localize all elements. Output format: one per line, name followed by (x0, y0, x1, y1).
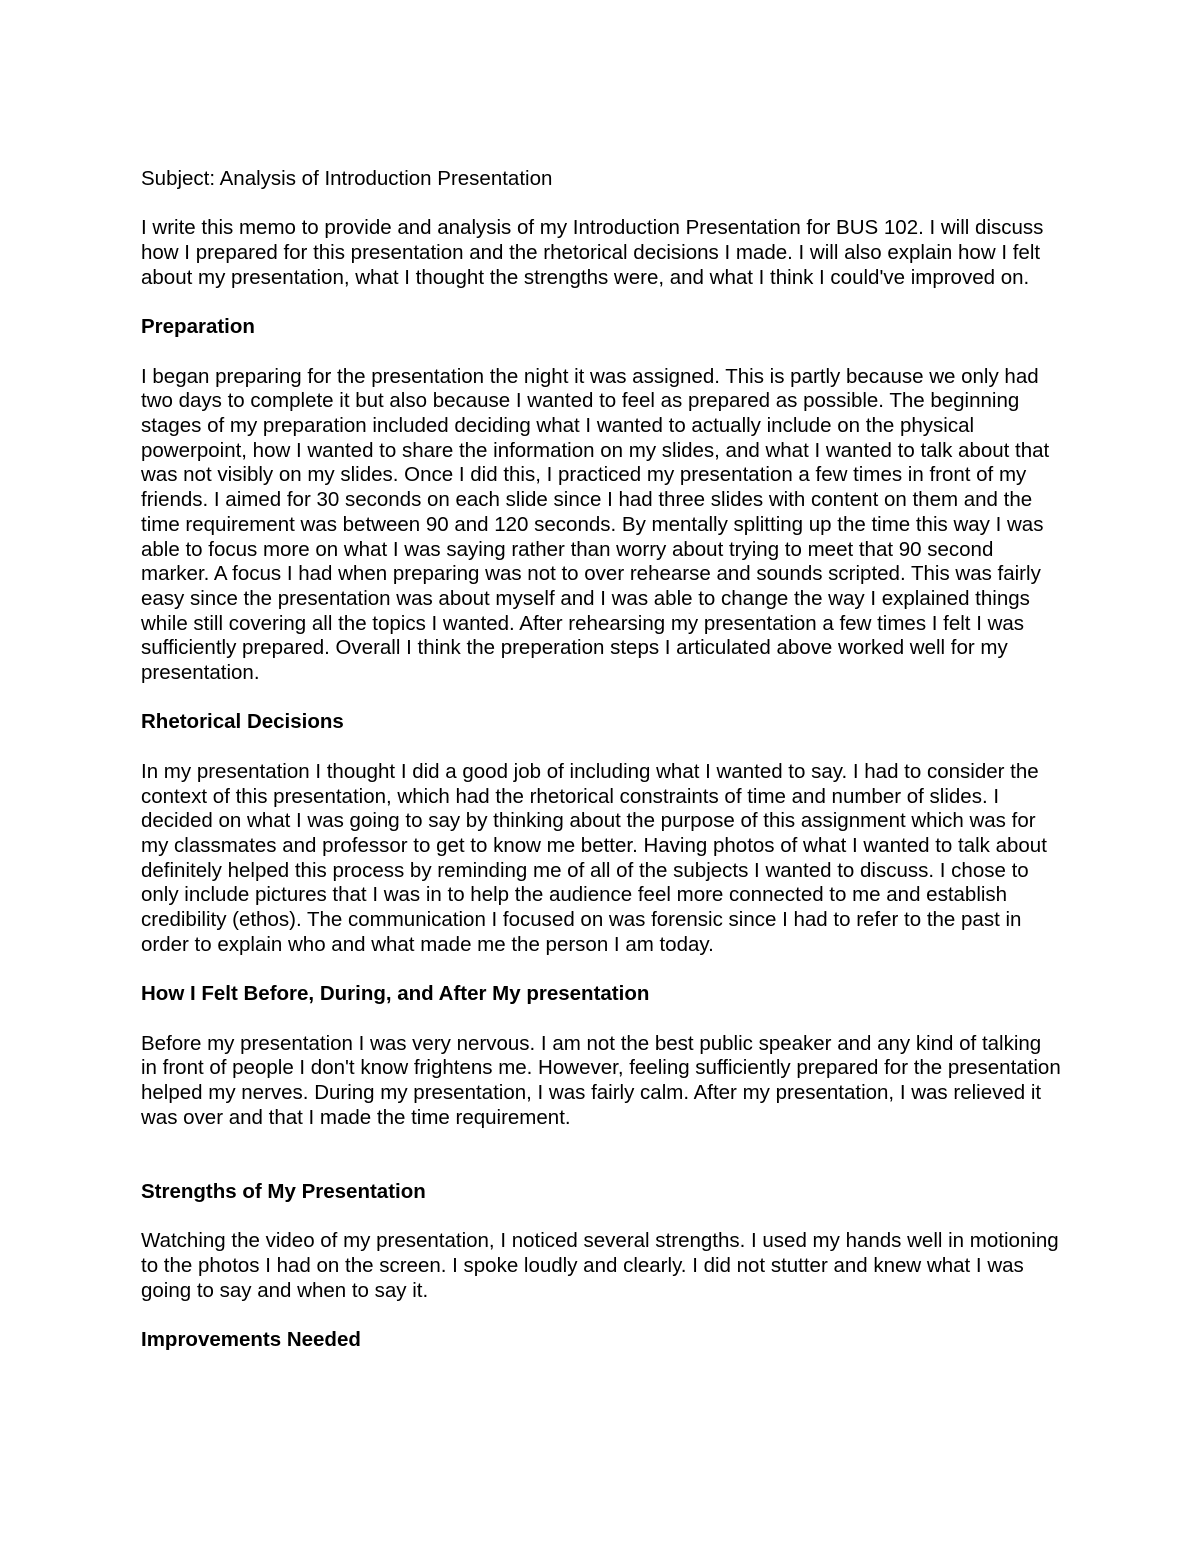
heading-preparation: Preparation (141, 315, 255, 339)
memo-body (141, 167, 1061, 1377)
memo-intro-paragraph: I write this memo to provide and analysis of my Introduction Presentation for BUS 102. I will discuss how I prepared for this presentation and the rhetorical decisions I made. I will also explain how I felt about my presentation, what I thought the strengths were, and what I think I could've improved on. (141, 216, 1044, 289)
heading-strengths: Strengths of My Presentation (141, 1179, 426, 1203)
heading-improvements-needed: Improvements Needed (141, 1327, 361, 1351)
paragraph-strengths: Watching the video of my presentation, I noticed several strengths. I used my hands well in motioning to the photos I had on the screen. I spoke loudly and clearly. I did not stutter and knew what I was going to say and when to say it. (141, 1229, 1059, 1302)
paragraph-preparation: I began preparing for the presentation the night it was assigned. This is partly because we only had two days to complete it but also because I wanted to feel as prepared as possible. The beginning stages of my preparation included deciding what I wanted to actually include on the physical powerpoint, how I wanted to share the information on my slides, and what I wanted to talk about that was not visibly on my slides. Once I did this, I practiced my presentation a few times in front of my friends. I aimed for 30 seconds on each slide since I had three slides with content on them and the time requirement was between 90 and 120 seconds. By mentally splitting up the time this way I was able to focus more on what I was saying rather than worry about trying to meet that 90 second marker. A focus I had when preparing was not to over rehearse and sounds scripted. This was fairly easy since the presentation was about myself and I was able to change the way I explained things while still covering all the topics I wanted. After rehearsing my presentation a few times I felt I was sufficiently prepared. Overall I think the preperation steps I articulated above worked well for my presentation. (141, 364, 1050, 685)
heading-rhetorical-decisions: Rhetorical Decisions (141, 710, 344, 734)
heading-how-i-felt: How I Felt Before, During, and After My presentation (141, 982, 650, 1006)
paragraph-how-i-felt: Before my presentation I was very nervous. I am not the best public speaker and any kind of talking in front of people I don't know frightens me. However, feeling sufficiently prepared for the presentation helped my nerves. During my presentation, I was fairly calm. After my presentation, I was relieved it was over and that I made the time requirement. (141, 1031, 1061, 1129)
paragraph-rhetorical-decisions: In my presentation I thought I did a good job of including what I wanted to say. I had to consider the context of this presentation, which had the rhetorical constraints of time and number of slides. I decided on what I was going to say by thinking about the purpose of this assignment which was for my classmates and professor to get to know me better. Having photos of what I wanted to talk about definitely helped this process by reminding me of all of the subjects I wanted to discuss. I chose to only include pictures that I was in to help the audience feel more connected to me and establish credibility (ethos). The communication I focused on was forensic since I had to refer to the past in order to explain who and what made me the person I am today. (141, 759, 1047, 956)
memo-subject: Subject: Analysis of Introduction Presentation (141, 167, 553, 190)
